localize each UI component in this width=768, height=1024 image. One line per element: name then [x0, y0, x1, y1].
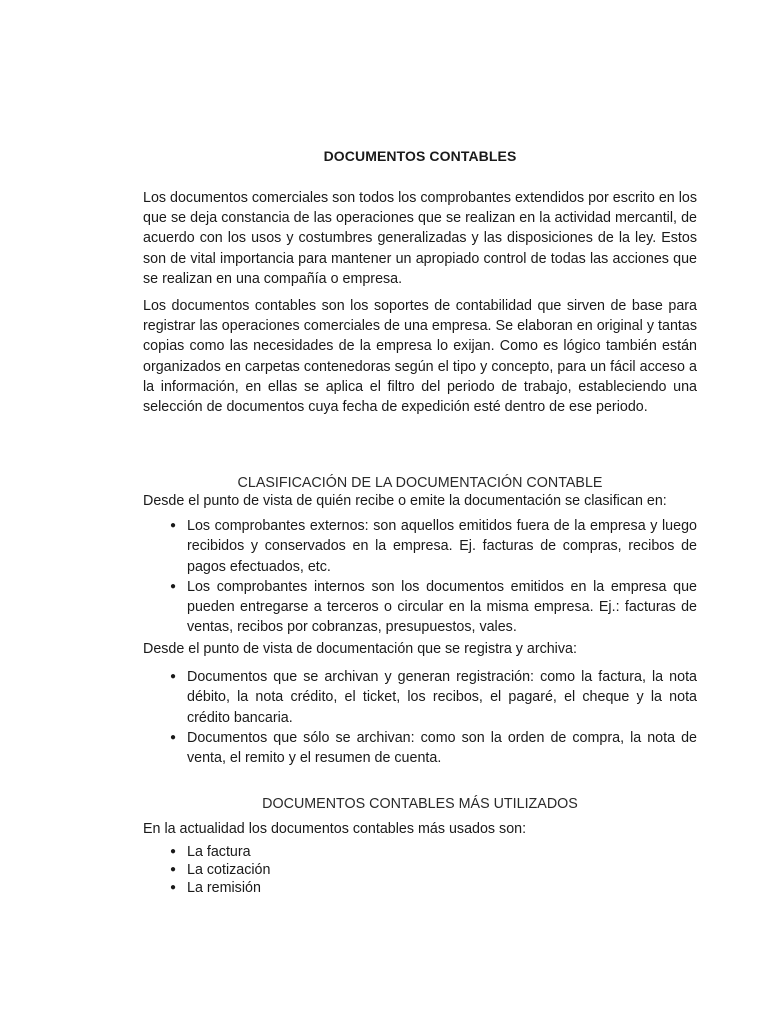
- list-item-text: La cotización: [187, 862, 271, 878]
- list-item: [143, 861, 697, 879]
- paragraph-documentos-comerciales: Los documentos comerciales son todos los comprobantes extendidos por escrito en los que se deja constancia de las operaciones que se realizan en la actividad mercantil, de acuerdo con los usos y costumbres generalizadas y las disposiciones de la ley. Estos son de vital importancia para mantener un apropiado control de todas las acciones que se realizan en una compañía o empresa.: [143, 190, 697, 287]
- list-item-text: La remisión: [187, 880, 261, 896]
- list-item-text: La factura: [187, 844, 251, 860]
- bullet-icon: ●: [170, 846, 177, 857]
- bullet-icon: ●: [170, 731, 177, 743]
- list-item: [143, 843, 697, 861]
- list-comprobantes: [143, 516, 697, 638]
- bullet-icon: ●: [170, 580, 177, 592]
- bullet-icon: ●: [170, 520, 177, 531]
- section-heading-mas-utilizados: DOCUMENTOS CONTABLES MÁS UTILIZADOS: [262, 796, 578, 812]
- list-item: [143, 516, 697, 577]
- paragraph-documentos-contables: Los documentos contables son los soportes de contabilidad que sirven de base para registrar las operaciones comerciales de una empresa. Se elaboran en original y tantas copias como las necesidades de la empresa lo exijan. Como es lógico también están organizados en carpetas contenedoras según el tipo y concepto, para un fácil acceso a la información, en ellas se aplica el filtro del periodo de trabajo, estableciendo una selección de documentos cuya fecha de expedición esté dentro de ese periodo.: [143, 298, 697, 416]
- list-item: [143, 577, 697, 638]
- list-item-text: Los comprobantes externos: son aquellos emitidos fuera de la empresa y luego recibidos y conservados en la empresa. Ej. facturas de compras, recibos de pagos efectuados, etc.: [187, 518, 697, 575]
- section-heading-clasificacion: CLASIFICACIÓN DE LA DOCUMENTACIÓN CONTABLE: [237, 475, 603, 491]
- bullet-icon: ●: [170, 671, 177, 682]
- list-archivo: [143, 667, 697, 768]
- bullet-icon: ●: [170, 882, 177, 893]
- document-title: DOCUMENTOS CONTABLES: [323, 148, 517, 164]
- section-intro-registro: Desde el punto de vista de documentación que se registra y archiva:: [143, 641, 577, 657]
- list-item-text: Documentos que se archivan y generan registración: como la factura, la nota débito, la nota crédito, el ticket, los recibos, el pagaré, el cheque y la nota crédito bancaria.: [187, 669, 697, 726]
- section-intro-emision: Desde el punto de vista de quién recibe o emite la documentación se clasifican en:: [143, 493, 667, 509]
- list-item: [143, 879, 697, 897]
- list-item: [143, 667, 697, 728]
- bullet-icon: ●: [170, 864, 177, 875]
- section-intro-mas-usados: En la actualidad los documentos contables más usados son:: [143, 821, 527, 837]
- list-documentos-usados: [143, 843, 697, 897]
- list-item-text: Los comprobantes internos son los documentos emitidos en la empresa que pueden entregarse a terceros o circular en la misma empresa. Ej.: facturas de ventas, recibos por cobranzas, presupuestos, vales.: [187, 578, 697, 636]
- list-item: [143, 728, 697, 769]
- list-item-text: Documentos que sólo se archivan: como son la orden de compra, la nota de venta, el remito y el resumen de cuenta.: [187, 729, 697, 767]
